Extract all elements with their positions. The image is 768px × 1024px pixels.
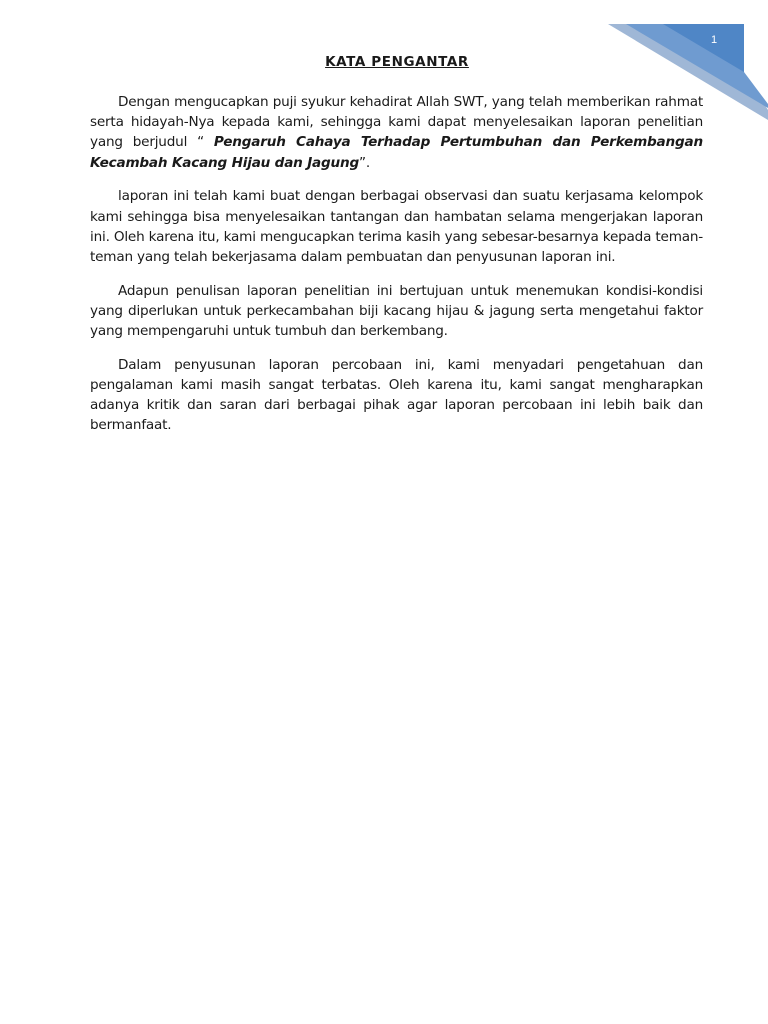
- document-body: [90, 92, 703, 449]
- research-title-emphasis: Pengaruh Cahaya Terhadap Pertumbuhan dan Perkembangan Kecambah Kacang Hijau dan Jagung: [90, 134, 703, 171]
- paragraph-4: Dalam penyusunan laporan percobaan ini, kami menyadari pengetahuan dan pengalaman kami masih sangat terbatas. Oleh karena itu, kami sangat mengharapkan adanya kritik dan saran dari berbagai pihak agar laporan percobaan ini lebih baik dan bermanfaat.: [90, 356, 703, 434]
- page-number: 1: [711, 34, 718, 46]
- paragraph-3: Adapun penulisan laporan penelitian ini bertujuan untuk menemukan kondisi-kondisi yang diperlukan untuk perkecambahan biji kacang hijau & jagung serta mengetahui faktor yang mempengaruhi untuk tumbuh dan berkembang.: [90, 282, 703, 340]
- paragraph-2: laporan ini telah kami buat dengan berbagai observasi dan suatu kerjasama kelompok kami sehingga bisa menyelesaikan tantangan dan hambatan selama mengerjakan laporan ini. Oleh karena itu, kami mengucapkan terima kasih yang sebesar-besarnya kepada teman-teman yang telah bekerjasama dalam pembuatan dan penyusunan laporan ini.: [90, 188, 703, 265]
- paragraph-1-text: Dengan mengucapkan puji syukur kehadirat Allah SWT, yang telah memberikan rahmat serta hidayah-Nya kepada kami, sehingga kami dapat menyelesaikan laporan penelitian yang berjudul “: [90, 94, 703, 151]
- paragraph-1-end: ”.: [359, 154, 371, 171]
- paragraph-1: [90, 92, 703, 173]
- document-title: KATA PENGANTAR: [325, 54, 469, 70]
